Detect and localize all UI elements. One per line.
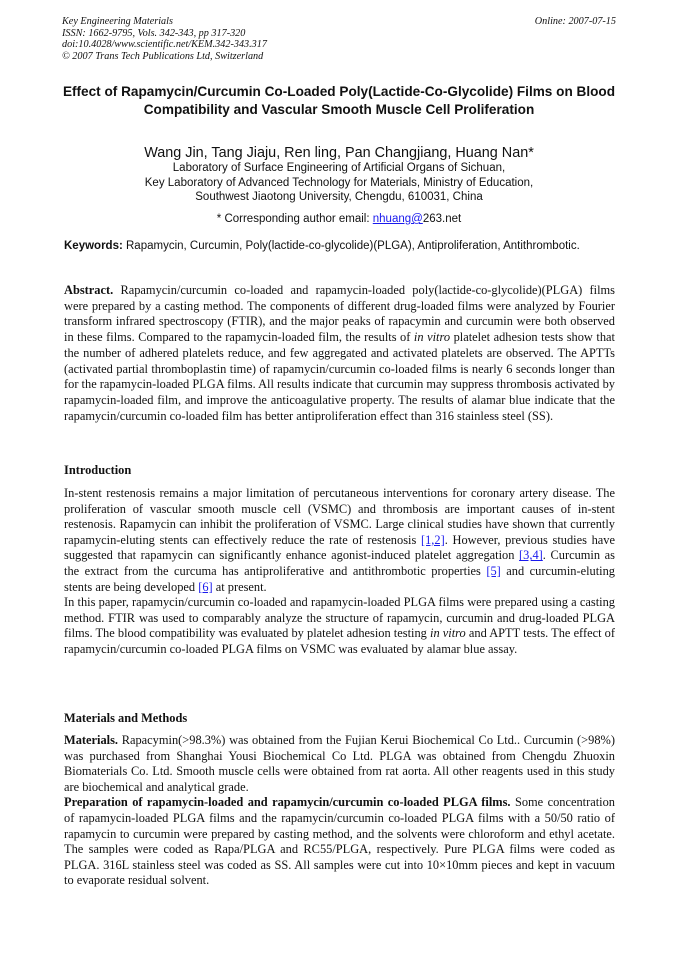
citation-link[interactable]: [1,2] [420,532,445,547]
email-link[interactable]: nhuang@ [372,213,423,225]
journal-header [62,16,616,62]
abstract [64,283,615,424]
keywords [64,239,616,254]
online-date: Online: 2007-07-15 [534,16,616,27]
corresponding-author [62,212,616,226]
introduction-paragraph-1 [64,486,615,595]
affiliation-line-3: Southwest Jiaotong University, Chengdu, 610031, China [195,191,483,203]
affiliation-line-1: Laboratory of Surface Engineering of Artificial Organs of Sichuan, [172,162,506,174]
issn-line: ISSN: 1662-9795, Vols. 342-343, pp 317-320 [62,27,246,39]
preparation-paragraph [64,795,615,889]
preparation-text: Some concentration of rapamycin-loaded PLGA films and the rapamycin/curcumin co-loaded PLGA films with a 50/50 ratio of rapamycin to curcumin were prepared by casting method, and the solvents were chloroform and ethyl acetate. The samples were coded as Rapa/PLGA and RC55/PLGA, respectively. Pure PLGA films were coded as PLGA. 316L stainless steel was coded as SS. All samples were cut into 10×10mm pieces and kept in vacuum to evaporate residual solvent. [64,795,616,888]
abstract-text-2: platelet adhesion tests show that the number of adhered platelets reduce, and few aggregated and activated platelets are observed. The APTTs (activated partial thromboplastin time) of rapamycin/curcumin co-loaded films is nearly 6 seconds longer than for the rapamycin-loaded PLGA films. All results indicate that curcumin may suppress thrombosis activated by rapamycin-loaded film, and improve the anticoagulative property. The results of alamar blue indicate that the rapamycin/curcumin co-loaded film has better antiproliferation effect than 316 stainless steel (SS). [64,330,615,423]
intro-text: . However, previous studies have suggested that rapamycin can significantly enhance agonist-induced platelet aggregation [64,532,616,563]
methods-body [64,733,615,889]
paper-title: Effect of Rapamycin/Curcumin Co-Loaded Poly(Lactide-Co-Glycolide) Films on Blood Compatibility and Vascular Smooth Muscle Cell Proliferation [62,84,616,117]
intro-text: . Curcumin as the extract from the curcuma has antiproliferative and antithrombotic properties [64,548,615,578]
intro-text: In this paper, rapamycin/curcumin co-loaded and rapamycin-loaded PLGA films were prepared using a casting method. FTIR was used to comparably analyze the structure of rapamycin, curcumin and drug-loaded PLGA films. The blood compatibility was evaluated by platelet adhesion testing [64,595,615,641]
intro-text: and curcumin-eluting stents are being developed [64,563,615,594]
intro-italic: in vitro [430,626,466,641]
journal-name: Key Engineering Materials [62,16,173,27]
citation-link[interactable]: [6] [198,579,213,594]
keywords-label: Keywords: [64,240,123,252]
author-list: Wang Jin, Tang Jiaju, Ren ling, Pan Changjiang, Huang Nan* [144,145,534,161]
copyright-line: © 2007 Trans Tech Publications Ltd, Switzerland [62,50,264,62]
methods-heading: Materials and Methods [64,711,188,725]
introduction-paragraph-2 [64,595,615,657]
intro-text: and APTT tests. The effect of rapamycin/curcumin co-loaded PLGA films on VSMC was evaluated by alamar blue assay. [64,626,615,656]
preparation-label: Preparation of rapamycin-loaded and rapamycin/curcumin co-loaded PLGA films. [64,795,511,810]
keywords-text: Rapamycin, Curcumin, Poly(lactide-co-glycolide)(PLGA), Antiproliferation, Antithrombotic. [122,240,580,252]
affiliation-line-2: Key Laboratory of Advanced Technology for Materials, Ministry of Education, [144,176,534,189]
abstract-italic: in vitro [413,330,451,345]
materials-paragraph [64,733,615,795]
citation-link[interactable]: [5] [486,563,501,578]
citation-link[interactable]: [3,4] [519,548,543,563]
email-domain: 263.net [422,213,462,225]
materials-text: Rapacymin(>98.3%) was obtained from the Fujian Kerui Biochemical Co Ltd.. Curcumin (>98%) was purchased from Shanghai Yousi Biochemical Co Ltd. PLGA was obtained from Chengdu Zhuoxin Biomaterials Co. Ltd. Smooth muscle cells were obtained from rat aorta. All other reagents used in this study are biochemical and analytical grade. [64,733,615,794]
corresponding-label: * Corresponding author email: [216,213,373,225]
abstract-text-1: Rapamycin/curcumin co-loaded and rapamycin-loaded poly(lactide-co-glycolide)(PLGA) films were prepared by a casting method. The components of different drug-loaded films were analyzed by Fourier transform infrared spectroscopy (FTIR), and the major peaks of rapacymin and curcumin were both observed in these films. Compared to the rapamycin-loaded film, the results of [64,283,615,345]
introduction-heading: Introduction [64,463,132,477]
doi-line: doi:10.4028/www.scientific.net/KEM.342-343.317 [62,39,267,51]
intro-text: at present. [212,579,267,594]
materials-label: Materials. [64,733,119,747]
affiliation [62,161,616,205]
abstract-label: Abstract. [64,283,114,297]
introduction-body [64,486,615,658]
intro-text: In-stent restenosis remains a major limitation of percutaneous interventions for coronary artery disease. The proliferation of vascular smooth muscle cell (VSMC) and thrombosis are important causes of in-stent restenosis. Rapamycin can inhibit the proliferation of VSMC. Large clinical studies have shown that currently rapamycin-eluting stents can effectively reduce the rate of restenosis [64,486,615,547]
